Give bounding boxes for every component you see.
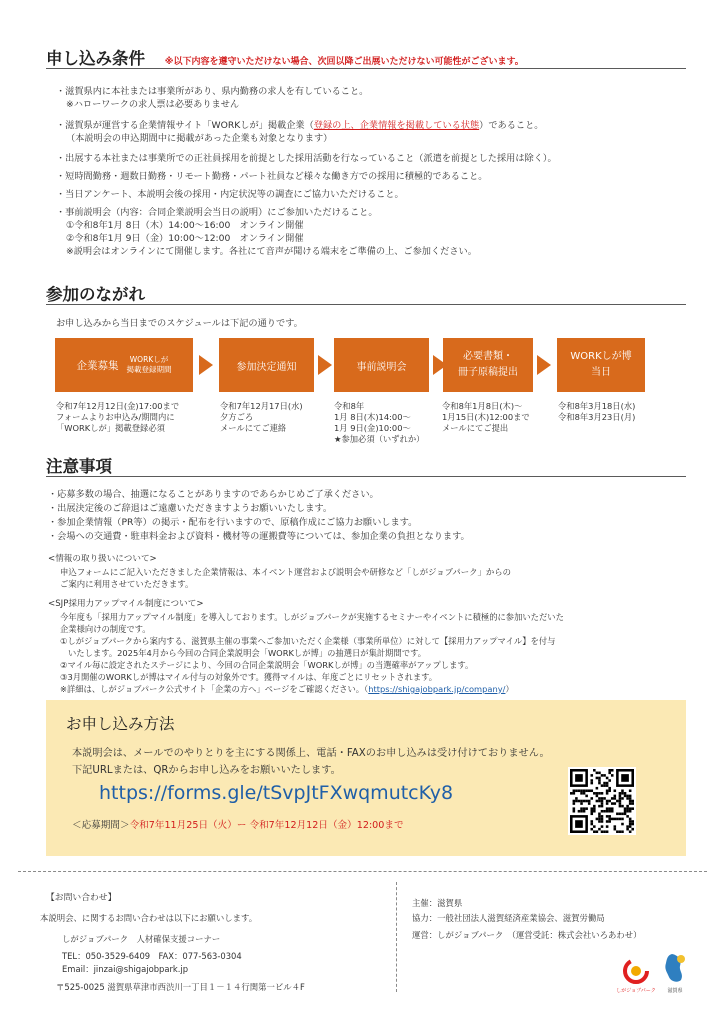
apply-box	[46, 700, 686, 856]
mile-line: ②マイル毎に設定されたステージにより、今回の合同企業説明会「WORKしが博」の当選確率がアップします。	[60, 660, 474, 670]
flow-note-documents: 令和8年1月8日(木)〜 1月15日(木)12:00まで メールにてご提出	[442, 401, 530, 433]
flow-note-notice: 令和7年12月17日(水) 夕方ごろ メールにてご連絡	[220, 401, 303, 433]
caution-item: ・参加企業情報（PR等）の掲示・配布を行いますので、原稿作成にご協力お願いします。	[48, 517, 418, 528]
mile-line: 企業様向けの制度です。	[60, 624, 151, 634]
apply-form-link[interactable]: https://forms.gle/tSvpJtFXwqmutcKy8	[99, 782, 454, 804]
flow-step-event-day: WORKしが博 当日	[557, 338, 645, 392]
flow-intro: お申し込みから当日までのスケジュールは下記の通りです。	[56, 318, 303, 329]
flow-note-briefing: 令和8年 1月 8日(木)14:00〜 1月 9日(金)10:00〜 ★参加必須（いずれか）	[334, 401, 425, 444]
organizer-operator: 運営：しがジョブパーク （運営受託：株式会社いろあわせ）	[412, 930, 642, 940]
flow-arrow-icon	[199, 355, 213, 375]
info-line: ご案内に利用させていただきます。	[60, 579, 194, 589]
condition-item: ・滋賀県が運営する企業情報サイト「WORKしが」掲載企業（登録の上、企業情報を掲載している状態）であること。	[56, 120, 544, 131]
mile-line: 今年度も「採用力アップマイル制度」を導入しております。しがジョブパークが実施するセミナーやイベントに積極的に参加いただいた	[60, 612, 564, 622]
flow-note-event-day: 令和8年3月18日(水) 令和8年3月23日(月)	[558, 401, 636, 422]
flow-note-recruit: 令和7年12月12日(金)17:00まで フォームよりお申込み/期間内に 「WORKしが」掲載登録必須	[56, 401, 180, 433]
caution-item: ・会場への交通費・駐車料金および資料・機材等の運搬費等については、参加企業の負担となります。	[48, 531, 470, 542]
flow-title: 参加のながれ	[46, 285, 145, 304]
flow-arrow-icon	[318, 355, 332, 375]
contact-tel: TEL：050-3529-6409 FAX：077-563-0304	[62, 951, 242, 961]
cautions-divider	[46, 476, 686, 477]
contact-address: 〒525-0025 滋賀県草津市西渋川一丁目１－１４行関第一ビル４F	[56, 982, 305, 992]
footer-vertical-divider	[396, 882, 397, 992]
condition-highlight: 登録の上、企業情報を掲載している状態	[313, 120, 480, 131]
condition-date: ①令和8年1月 8日（木）14:00〜16:00 オンライン開催	[66, 220, 304, 231]
condition-date: ②令和8年1月 9日（金）10:00〜12:00 オンライン開催	[66, 233, 304, 244]
apply-line: 本説明会は、メールでのやりとりを主にする関係上、電話・FAXのお申し込みは受け付けておりません。	[72, 748, 550, 759]
shiga-prefecture-logo: 滋賀県	[660, 952, 690, 992]
company-page-link[interactable]: https://shigajobpark.jp/company/	[368, 684, 506, 694]
contact-intro: 本説明会、に関するお問い合わせは以下にお願いします。	[40, 913, 258, 923]
condition-item: ・事前説明会（内容：合同企業説明会当日の説明）にご参加いただけること。	[56, 207, 378, 218]
caution-item: ・出展決定後のご辞退はご遠慮いただきますようお願いいたします。	[48, 503, 333, 514]
condition-item: ・滋賀県内に本社または事業所があり、県内勤務の求人を有していること。	[56, 86, 369, 97]
mile-heading: <SJP採用力アップマイル制度について>	[48, 599, 204, 609]
qr-code-icon[interactable]	[568, 767, 636, 835]
info-line: 申込フォームにご記入いただきました企業情報は、本イベント運営および説明会や研修など「しがジョブパーク」からの	[60, 567, 511, 577]
condition-item: ・短時間勤務・週数日勤務・リモート勤務・パート社員など様々な働き方での採用に積極的であること。	[56, 171, 488, 182]
condition-note: （本説明会の申込期間中に掲載があった企業も対象となります）	[66, 133, 333, 144]
conditions-title: 申し込み条件 ※以下内容を遵守いただけない場合、次回以降ご出展いただけない可能性がございます。	[46, 49, 524, 68]
flow-arrow-icon	[537, 355, 551, 375]
footer-divider	[18, 871, 707, 872]
cautions-title: 注意事項	[46, 457, 112, 476]
flow-step-notice: 参加決定通知	[219, 338, 314, 392]
mile-line: ※詳細は、しがジョブパーク公式サイト「企業の方へ」ページをご確認ください。（https://shigajobpark.jp/company/）	[60, 684, 514, 694]
flow-step-documents: 必要書類・ 冊子原稿提出	[443, 338, 533, 392]
caution-item: ・応募多数の場合、抽選になることがありますのであらかじめご了承ください。	[48, 489, 379, 500]
shigajobpark-logo: しがジョブパーク	[616, 958, 656, 992]
organizer-coop: 協力：一般社団法人滋賀経済産業協会、滋賀労働局	[412, 913, 605, 923]
contact-email: Email：jinzai@shigajobpark.jp	[62, 964, 189, 974]
condition-item: ・当日アンケート、本説明会後の採用・内定状況等の調査にご協力いただけること。	[56, 189, 404, 200]
conditions-warning: ※以下内容を遵守いただけない場合、次回以降ご出展いただけない可能性がございます。	[164, 57, 524, 67]
conditions-divider	[46, 68, 686, 69]
condition-item: ・出展する本社または事業所での正社員採用を前提とした採用活動を行なっていること（派遣を前提とした採用は除く）。	[56, 153, 557, 164]
flow-step-briefing: 事前説明会	[334, 338, 429, 392]
condition-note: ※説明会はオンラインにて開催します。各社にて音声が聞ける端末をご準備の上、ご参加ください。	[66, 246, 477, 257]
apply-period: ＜応募期間＞令和7年11月25日（火）ー 令和7年12月12日（金）12:00まで	[72, 820, 404, 831]
info-heading: <情報の取り扱いについて>	[48, 554, 157, 564]
mile-line: ③3月開催のWORKしが博はマイル付与の対象外です。獲得マイルは、年度ごとにリセットされます。	[60, 672, 438, 682]
apply-title: お申し込み方法	[66, 715, 175, 733]
condition-note: ※ハローワークの求人票は必要ありません	[66, 99, 240, 110]
contact-org: しがジョブパーク 人材確保支援コーナー	[62, 934, 221, 944]
mile-line: ①しがジョブパークから案内する、滋賀県主催の事業へご参加いただく企業様（事業所単位）に対して【採用力アップマイル】を付与	[60, 636, 556, 646]
flow-step-recruit: 企業募集 WORKしが 掲載登録期間	[55, 338, 193, 392]
organizer-host: 主催：滋賀県	[412, 898, 463, 908]
apply-line: 下記URLまたは、QRからお申し込みをお願いいたします。	[72, 765, 341, 776]
flow-divider	[46, 304, 686, 305]
mile-line: いたします。2025年4月から今回の合同企業説明会「WORKしが博」の抽選日が集計期間です。	[68, 648, 426, 658]
contact-heading: 【お問い合わせ】	[46, 893, 117, 903]
